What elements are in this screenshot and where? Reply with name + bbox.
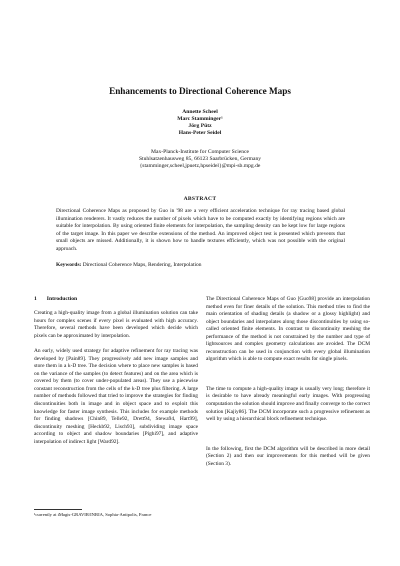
paragraph: The time to compute a high-quality image is usually very long; therefore it is desirable to have already meaningful early images. With progressing computation the solution should improve and finally converge to the correct solution [Kajiy86]. The DCM incorporate such a progressive refinement as well by using a hierarchical block refinement technique. (206, 385, 370, 423)
keywords-text: Directional Coherence Maps, Rendering, Interpolation (82, 262, 202, 268)
keywords (56, 262, 345, 270)
right-column (206, 296, 370, 468)
paragraph: In the following, first the DCM algorithm will be described in more detail (Section 2) and then our improvements for this method will be given (Section 3). (206, 445, 370, 467)
section-heading (34, 296, 77, 302)
paragraph: The Directional Coherence Maps of Guo [Guo98] provide an interpolation method even for finer details of the solution. This method tries to find the main orientation of shading details (a shadow or a glossy highlight) and object boundaries and interpolates along those discontinuities by using so-called oriented finite elements. In contrast to discontinuity meshing the performance of the method is not constrained by the number and type of lightsources and complex geometry calculations are avoided. The DCM reconstruction can be used in conjunction with every global illumination algorithm which is able to compute exact results for single pixels. (206, 296, 370, 363)
abstract-text: Directional Coherence Maps as proposed by Guo in '98 are a very efficient acceleration technique for ray tracing based global illumination renderers. It vastly reduces the number of pixels which have to be computed exactly by identifying regions which are suitable for interpolation. By using oriented finite elements for interpolation, the sampling density can be kept low for large regions of the target image. In this paper we describe extensions of the method. An improved object test is presented which prevents that small objects are missed. Additionally, it is shown how to handle textures efficiently, which was not possible with the original approach. (56, 208, 345, 252)
section-number: 1 (34, 296, 37, 302)
paragraph: An early, widely used strategy for adaptive refinement for ray tracing was developed by [Pain89]. They progressively add new image samples and store them in a k-D tree. The decision where to place new samples is based on the variance of the samples (to detect features) and on the area which is covered by them (to cover under-populated areas). They use a piecewise constant reconstruction from the cells of the k-D tree plus filtering. A large number of methods followed that tried to improve the strategies for finding discontinuities both in image and in object space and to exploit this knowledge for faster image synthesis. This includes for example methods for finding shadows [Chin89, Telle92, Drett94, Stewa94, Hart99], discontinuity meshing [Heckb92, Lisch93], subdividing image space according to object and shadow boundaries [Pighi97], and adaptive interpolation of indirect light [Ward92]. (34, 348, 198, 445)
abstract-heading: ABSTRACT (183, 196, 217, 202)
affiliation-email: {stamminger,scheel,jpuetz,hpseidel}@mpi-sb.mpg.de (139, 163, 261, 170)
author: Jörg Pütz (188, 123, 212, 130)
author-list (0, 109, 400, 137)
author: Annette Scheel (182, 109, 218, 115)
affiliation (0, 149, 400, 171)
footnote: ¹currently at iMagis-GRAVIR/INRIA, Sophia-Antipolis, France (34, 512, 152, 517)
affiliation-address: Stuhlsatzenhausweg 85, 66123 Saarbrücken, Germany (138, 156, 262, 163)
author: Hans-Peter Seidel (178, 130, 222, 137)
paper-title: Enhancements to Directional Coherence Maps (109, 86, 291, 96)
keywords-label: Keywords: (56, 262, 82, 268)
paragraph: Creating a high-quality image from a global illumination solution can take hours for complex scenes if every pixel is evaluated with high accuracy. Therefore, several methods have been developed which decide which pixels can be approximated by interpolation. (34, 310, 198, 339)
section-title: Introduction (46, 296, 78, 302)
author: Marc Stamminger¹ (177, 116, 223, 123)
left-column (34, 310, 198, 446)
affiliation-institute: Max-Planck-Institute for Computer Science (150, 149, 250, 155)
footnote-rule (34, 509, 82, 510)
